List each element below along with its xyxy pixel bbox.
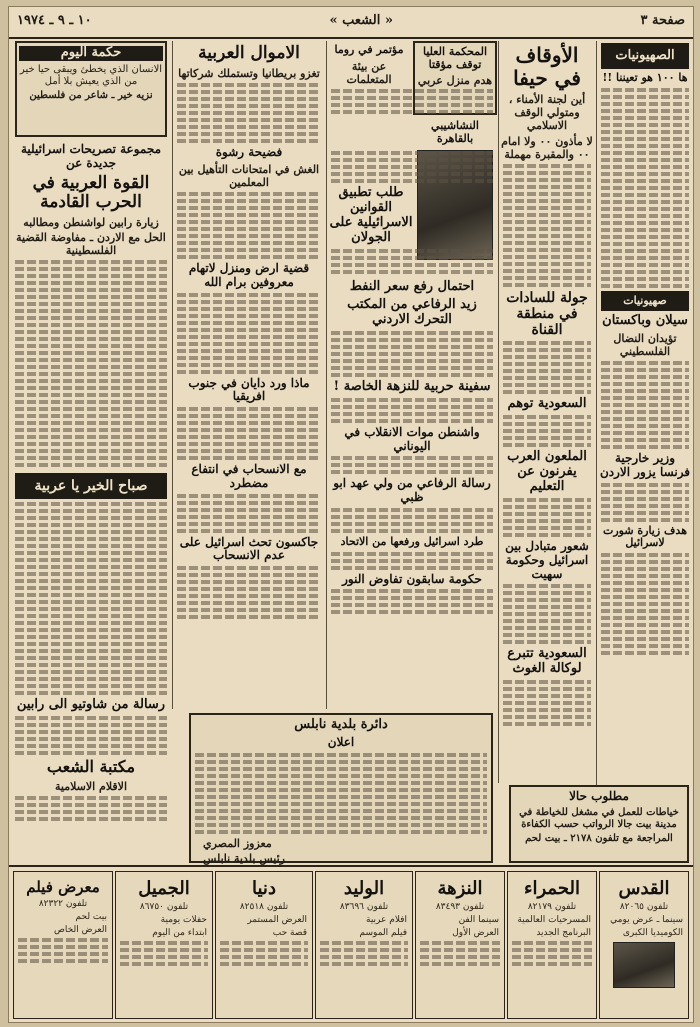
cinema-phone: تلفون ٨٢٠٦٥ (619, 902, 669, 912)
cinema-ad (315, 871, 413, 1019)
cinema-line: العرض الأول (452, 928, 499, 938)
headline-main: القوة العربية في الحرب القادمة (32, 172, 150, 213)
headline: مع الانسحاب في انتفاع مضطرد (191, 462, 307, 490)
cinema-line: بيت لحم (75, 912, 107, 922)
page-date: ١٠ ـ ٩ ـ ١٩٧٤ (17, 13, 92, 28)
notice-signature: رئيس بلدية نابلس (203, 851, 285, 865)
cinema-phone: تلفون ٨٢٥١٨ (239, 902, 289, 912)
headline: مكتبة الشعب (46, 757, 136, 777)
quote-title: حكمة اليوم (19, 46, 163, 61)
headline: طلب تطبيق القوانين الاسرائيلية على الجولان (329, 185, 413, 246)
cinema-line: سينما الفن (458, 915, 499, 925)
subheadline: الاقلام الاسلامية (54, 779, 127, 793)
cinema-line: العرض الخاص (54, 925, 107, 935)
morning-logo: صباح الخير يا عربية (15, 473, 167, 499)
subheadline: عن بيئة المتعلمات (346, 59, 392, 86)
headline: النشاشيبي بالقاهرة (431, 119, 479, 145)
subheadline: هدم منزل عربي (417, 74, 493, 88)
subheadline: الغش في امتحانات التأهيل بين المعلمين (178, 162, 320, 189)
headline: حكومة سابقون تفاوض النور (342, 571, 482, 586)
column-right-2 (498, 41, 595, 783)
headline: طرد اسرائيل ورفعها من الاتحاد (340, 534, 484, 548)
cinema-name: معرض فيلم (26, 878, 100, 896)
subheadline: أين لجنة الأمناء ، ومتولي الوقف الاسلامي (508, 93, 586, 133)
newspaper-page (8, 6, 694, 1023)
cinema-ad (599, 871, 689, 1019)
cinema-line: افلام عربية (366, 915, 407, 925)
cinema-ad (507, 871, 597, 1019)
headline: سيلان وباكستان (602, 312, 688, 328)
wanted-phone: المراجعة مع تلفون ٢١٧٨ ـ بيت لحم (525, 832, 673, 844)
headline: رسالة الرفاعي من ولي عهد ابو ظبي (333, 476, 491, 505)
cinema-line: الكوميديا الكبرى (622, 928, 683, 938)
headline: السعودية تتبرع لوكالة الغوث (507, 646, 587, 677)
cinema-ad (115, 871, 213, 1019)
cinema-ad (415, 871, 505, 1019)
notice-signer: معزوز المصري (203, 836, 272, 850)
cinema-line: قصة حب (272, 928, 307, 938)
newspaper-name: « الشعب » (329, 13, 393, 28)
cinema-line: العرض المستمر (247, 915, 307, 925)
subheadline: تغزو بريطانيا وتستملك شركاتها (178, 66, 320, 80)
cinema-image (613, 942, 675, 988)
headline: فضيحة رشوة (215, 144, 283, 159)
headline-main: الأوقاف في حيفا (513, 43, 581, 90)
headline: شعور متبادل بين اسرائيل وحكومة سهيت (505, 538, 589, 581)
cinema-line: فيلم الموسم (359, 928, 407, 938)
cinema-name: النزهة (437, 878, 483, 899)
cinema-line: البرنامج الجديد (536, 928, 591, 938)
page-header (9, 7, 693, 39)
municipality-notice (189, 713, 493, 863)
cinema-ad (215, 871, 313, 1019)
cinema-line: حفلات يومية (160, 915, 207, 925)
ads-divider (9, 865, 693, 867)
column-left (11, 41, 171, 863)
cinema-phone: تلفون ٨٢١٧٩ (527, 902, 577, 912)
wanted-title: مطلوب حالا (569, 789, 629, 803)
cinema-name: دنيا (252, 878, 276, 899)
cinema-line: المسرحيات العالمية (517, 915, 591, 925)
subheadline: لا مأذون ٠٠ ولا امام ٠٠ والمقبرة مهملة (501, 134, 593, 161)
cinema-name: الجميل (138, 878, 190, 899)
page-number: صفحة ٣ (640, 13, 685, 28)
headline: هدف زيارة شورت لاسرائيل (602, 523, 687, 550)
headline: مجموعة تصريحات اسرائيلية جديدة عن (21, 142, 161, 170)
cinema-phone: تلفون ٨٦٧٥٠ (139, 902, 189, 912)
notice-title: دائرة بلدية نابلس (294, 717, 388, 732)
headline: زيد الرفاعي من المكتب التحرك الاردني (347, 296, 477, 327)
quote-box (15, 41, 167, 137)
subheadline: الحل مع الاردن ـ مفاوضة القضية الفلسطينية (16, 230, 166, 258)
headline: ها ١٠٠ هو تعيننا !! (602, 71, 688, 84)
headline: رسالة من شاوتيو الى رابين (16, 697, 166, 713)
subheadline: تؤيدان النضال الفلسطيني (613, 331, 677, 358)
cinema-phone: تلفون ٨٢٣٢٢ (38, 899, 88, 909)
headline: المحكمة العليا توقف مؤقتا (422, 45, 488, 71)
cinema-line: سينما ـ عرض يومي (610, 915, 683, 925)
headline: الملعون العرب يفرنون عن التعليم (507, 449, 587, 495)
notice-subtitle: اعلان (327, 734, 355, 749)
cinema-ad (13, 871, 113, 1019)
headline: وزير خارجية فرنسا يزور الاردن (599, 450, 691, 479)
cinema-line: ابتداء من اليوم (152, 928, 207, 938)
headline: ماذا ورد دايان في جنوب افريقيا (188, 375, 310, 404)
wanted-ad (509, 785, 689, 863)
headline: جولة للسادات في منطقة القناة (506, 289, 588, 339)
headline: قضية ارض ومنزل لاتهام معروفين برام الله (188, 260, 310, 289)
headline-main: الاموال العربية (198, 43, 300, 63)
cinema-phone: تلفون ٨٣٦٩٦ (339, 902, 389, 912)
column-center (326, 41, 497, 709)
headline: واشنطن موات الانقلاب في اليوناني (344, 424, 480, 453)
cinema-phone: تلفون ٨٣٤٩٣ (435, 902, 485, 912)
headline: مؤتمر في روما (334, 43, 404, 56)
cinema-name: الوليد (343, 878, 385, 899)
section-logo: الصهيونيات (601, 43, 689, 69)
column-left-2 (172, 41, 325, 709)
quote-text: الانسان الذي يخطئ ويبقى حيا خير من الذي يعيش بلا أمل (19, 63, 163, 87)
headline: سفينة حربية للنزهة الخاصة ! (333, 378, 491, 394)
subheadline: زيارة رابين لواشنطن ومطالبه (23, 215, 159, 229)
headline: السعودية توهم (507, 396, 587, 412)
cinema-name: القدس (618, 878, 670, 899)
quote-attribution: نزيه خير ـ شاعر من فلسطين (29, 89, 153, 101)
section-logo-2: صهيونيات (601, 291, 689, 311)
column-right (596, 41, 693, 863)
headline: احتمال رفع سعر النفط (349, 279, 475, 295)
wanted-text: خياطات للعمل في مشغل للخياطة في مدينة بيت جالا الرواتب حسب الكفاءة (519, 806, 679, 830)
headline: جاكسون تحث اسرائيل على عدم الانسحاب (179, 534, 319, 563)
cinema-name: الحمراء (524, 878, 580, 899)
